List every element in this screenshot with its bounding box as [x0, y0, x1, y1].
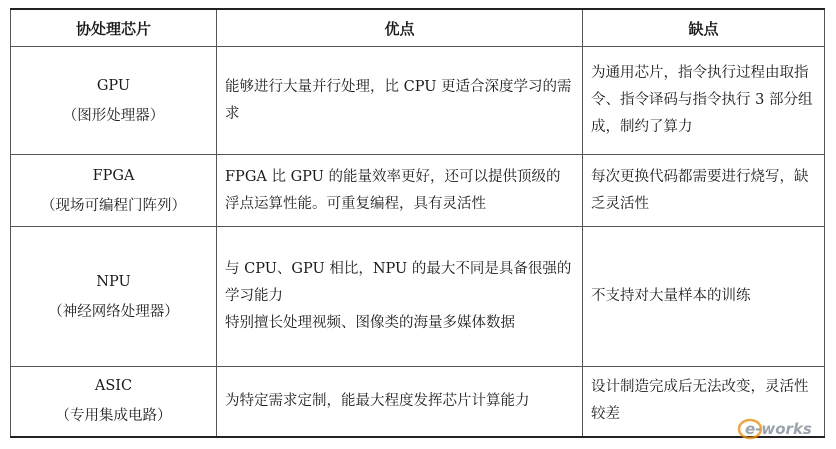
chip-full-name: （图形处理器） — [62, 107, 165, 124]
pros-text: 能够进行大量并行处理，比 CPU 更适合深度学习的需求 — [225, 78, 572, 122]
chip-name: NPU — [96, 273, 131, 290]
chip-name: GPU — [96, 77, 131, 94]
cons-text: 为通用芯片，指令执行过程由取指令、指令译码与指令执行 3 部分组成，制约了算力 — [591, 65, 813, 135]
cons-cell — [583, 155, 825, 227]
header-cons: 缺点 — [583, 9, 825, 47]
chip-full-name: （现场可编程门阵列） — [41, 197, 186, 214]
cons-cell — [583, 227, 825, 367]
table-row-gpu — [11, 47, 825, 155]
chip-cell — [11, 367, 217, 437]
chip-cell — [11, 47, 217, 155]
pros-cell — [217, 47, 583, 155]
chip-cell — [11, 227, 217, 367]
chip-name: ASIC — [94, 378, 133, 395]
header-row — [11, 9, 825, 47]
header-pros: 优点 — [217, 9, 583, 47]
cons-text: 每次更换代码都需要进行烧写，缺乏灵活性 — [591, 168, 809, 212]
header-chip: 协处理芯片 — [11, 9, 217, 47]
chip-cell — [11, 155, 217, 227]
chip-full-name: （神经网络处理器） — [48, 303, 179, 320]
pros-text: 为特定需求定制，能最大程度发挥芯片计算能力 — [225, 392, 530, 409]
table-row-fpga — [11, 155, 825, 227]
pros-text: 与 CPU、GPU 相比，NPU 的最大不同是具备很强的学习能力 — [225, 261, 572, 304]
chip-name: FPGA — [92, 167, 135, 184]
cons-cell — [583, 47, 825, 155]
pros-cell — [217, 227, 583, 367]
pros-cell — [217, 155, 583, 227]
cons-text: 设计制造完成后无法改变，灵活性较差 — [591, 379, 809, 423]
eworks-watermark-logo — [736, 413, 822, 443]
pros-cell — [217, 367, 583, 437]
table-row-asic — [11, 367, 825, 437]
pros-text: FPGA 比 GPU 的能量效率更好，还可以提供顶级的浮点运算性能。可重复编程，具有灵活性 — [225, 168, 561, 212]
cons-text: 不支持对大量样本的训练 — [591, 288, 751, 304]
comparison-table — [10, 8, 825, 438]
chip-full-name: （专用集成电路） — [55, 408, 172, 425]
watermark-text: e-works — [745, 420, 812, 438]
table-row-npu — [11, 227, 825, 367]
pros-text: 特别擅长处理视频、图像类的海量多媒体数据 — [225, 315, 515, 331]
